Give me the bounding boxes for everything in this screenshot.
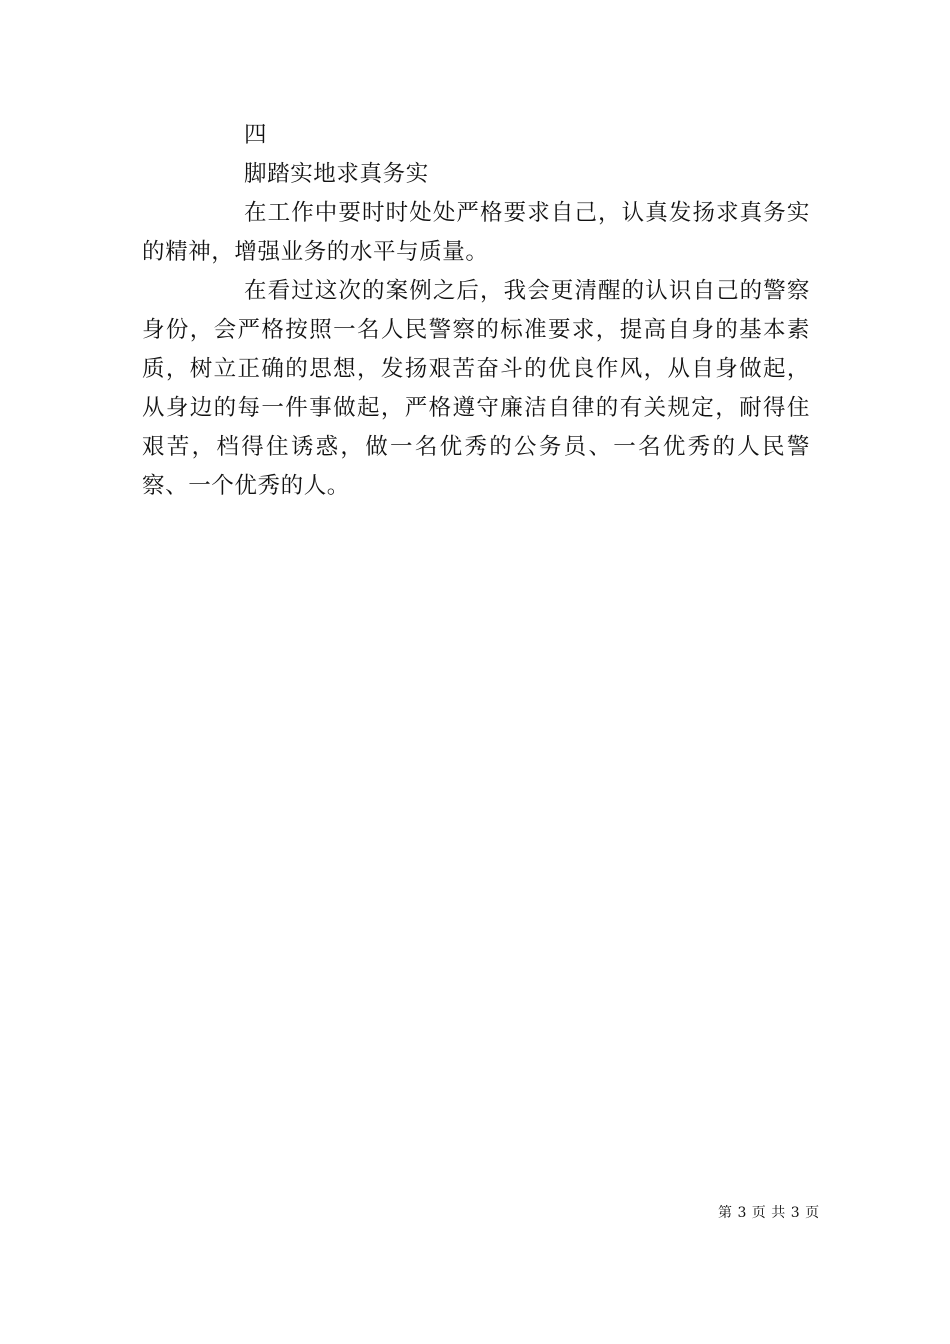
section-number: 四 <box>244 122 268 148</box>
section-heading: 脚踏实地求真务实 <box>244 161 429 187</box>
page-footer: 第 3 页 共 3 页 <box>718 1205 820 1221</box>
document-body <box>142 116 810 506</box>
paragraph-1: 在工作中要时时处处严格要求自己，认真发扬求真务实的精神，增强业务的水平与质量。 <box>142 200 810 265</box>
paragraph-2: 在看过这次的案例之后，我会更清醒的认识自己的警察身份，会严格按照一名人民警察的标准要求，提高自身的基本素质，树立正确的思想，发扬艰苦奋斗的优良作风，从自身做起，从身边的每一件事做起，严格遵守廉洁自律的有关规定，耐得住艰苦，档得住诱惑，做一名优秀的公务员、一名优秀的人民警察、一个优秀的人。 <box>142 278 810 499</box>
